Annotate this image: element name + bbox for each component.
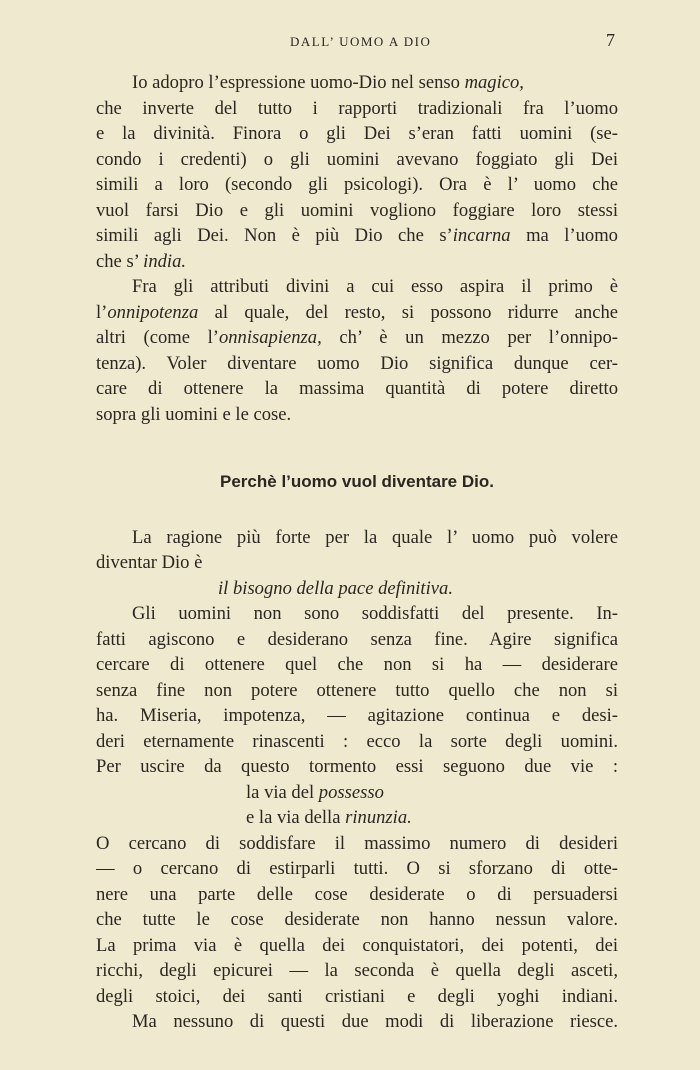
paragraph-2 bbox=[96, 274, 618, 427]
text-line: vuol farsi Dio e gli uomini vogliono foggiare loro stessi bbox=[96, 199, 618, 221]
paragraph-4 bbox=[96, 601, 618, 1009]
text-line: La prima via è quella dei conquistatori, dei potenti, dei bbox=[96, 934, 618, 956]
text-line: nere una parte delle cose desiderate o di persuadersi bbox=[96, 883, 618, 905]
page-body bbox=[96, 70, 618, 1035]
text-line: Per uscire da questo tormento essi seguono due vie : bbox=[96, 756, 618, 777]
text-line: simili a loro (secondo gli psicologi). Ora è l’ uomo che bbox=[96, 174, 618, 195]
text-line: La ragione più forte per la quale l’ uomo può volere bbox=[132, 526, 618, 548]
text-line: ricchi, degli epicurei — la seconda è quella degli asceti, bbox=[96, 960, 618, 981]
paragraph-1 bbox=[96, 70, 618, 274]
text-line: sopra gli uomini e le cose. bbox=[96, 403, 292, 425]
text-line: Fra gli attributi divini a cui esso aspira il primo è bbox=[132, 276, 618, 297]
section-heading: Perchè l’uomo vuol diventare Dio. bbox=[220, 472, 494, 491]
text-line: tenza). Voler diventare uomo Dio significa dunque cer- bbox=[96, 352, 618, 374]
text-line: che tutte le cose desiderate non hanno nessun valore. bbox=[96, 909, 618, 930]
text-line: Io adopro l’espressione uomo-Dio nel senso magico, bbox=[132, 72, 524, 93]
paragraph-5 bbox=[96, 1009, 618, 1035]
text-line: degli stoici, dei santi cristiani e degli yoghi indiani. bbox=[96, 985, 618, 1007]
text-line: senza fine non potere ottenere tutto quello che non si bbox=[96, 679, 618, 701]
text-line: altri (come l’onnisapienza, ch’ è un mezzo per l’onnipo- bbox=[96, 327, 618, 348]
text-line: che inverte del tutto i rapporti tradizionali fra l’uomo bbox=[96, 97, 618, 119]
text-line: l’onnipotenza al quale, del resto, si possono ridurre anche bbox=[96, 301, 618, 323]
text-line: diventar Dio è bbox=[96, 552, 203, 573]
text-line: Ma nessuno di questi due modi di liberazione riesce. bbox=[132, 1011, 618, 1032]
text-line: il bisogno della pace definitiva. bbox=[218, 577, 453, 599]
text-line: — o cercano di estirparli tutti. O si sforzano di otte- bbox=[96, 858, 618, 879]
text-line: condo i credenti) o gli uomini avevano foggiato gli Dei bbox=[96, 148, 618, 170]
text-line: e la divinità. Finora o gli Dei s’eran fatti uomini (se- bbox=[96, 123, 618, 144]
text-line: Gli uomini non sono soddisfatti del presente. In- bbox=[132, 603, 618, 624]
paragraph-3 bbox=[96, 525, 618, 602]
text-line: O cercano di soddisfare il massimo numero di desideri bbox=[96, 832, 618, 854]
text-line: deri eternamente rinascenti : ecco la sorte degli uomini. bbox=[96, 730, 618, 752]
running-title: DALL’ UOMO A DIO bbox=[290, 34, 432, 49]
page-number: 7 bbox=[606, 30, 615, 50]
text-line: care di ottenere la massima quantità di potere diretto bbox=[96, 378, 618, 399]
text-line: che s’ india. bbox=[96, 250, 187, 272]
text-line: fatti agiscono e desiderano senza fine. Agire significa bbox=[96, 628, 618, 650]
text-line: la via del possesso bbox=[246, 781, 384, 803]
text-line: e la via della rinunzia. bbox=[246, 807, 412, 828]
text-line: cercare di ottenere quel che non si ha — desiderare bbox=[96, 654, 618, 675]
text-line: simili agli Dei. Non è più Dio che s’incarna ma l’uomo bbox=[96, 225, 618, 246]
text-line: ha. Miseria, impotenza, — agitazione continua e desi- bbox=[96, 705, 618, 726]
